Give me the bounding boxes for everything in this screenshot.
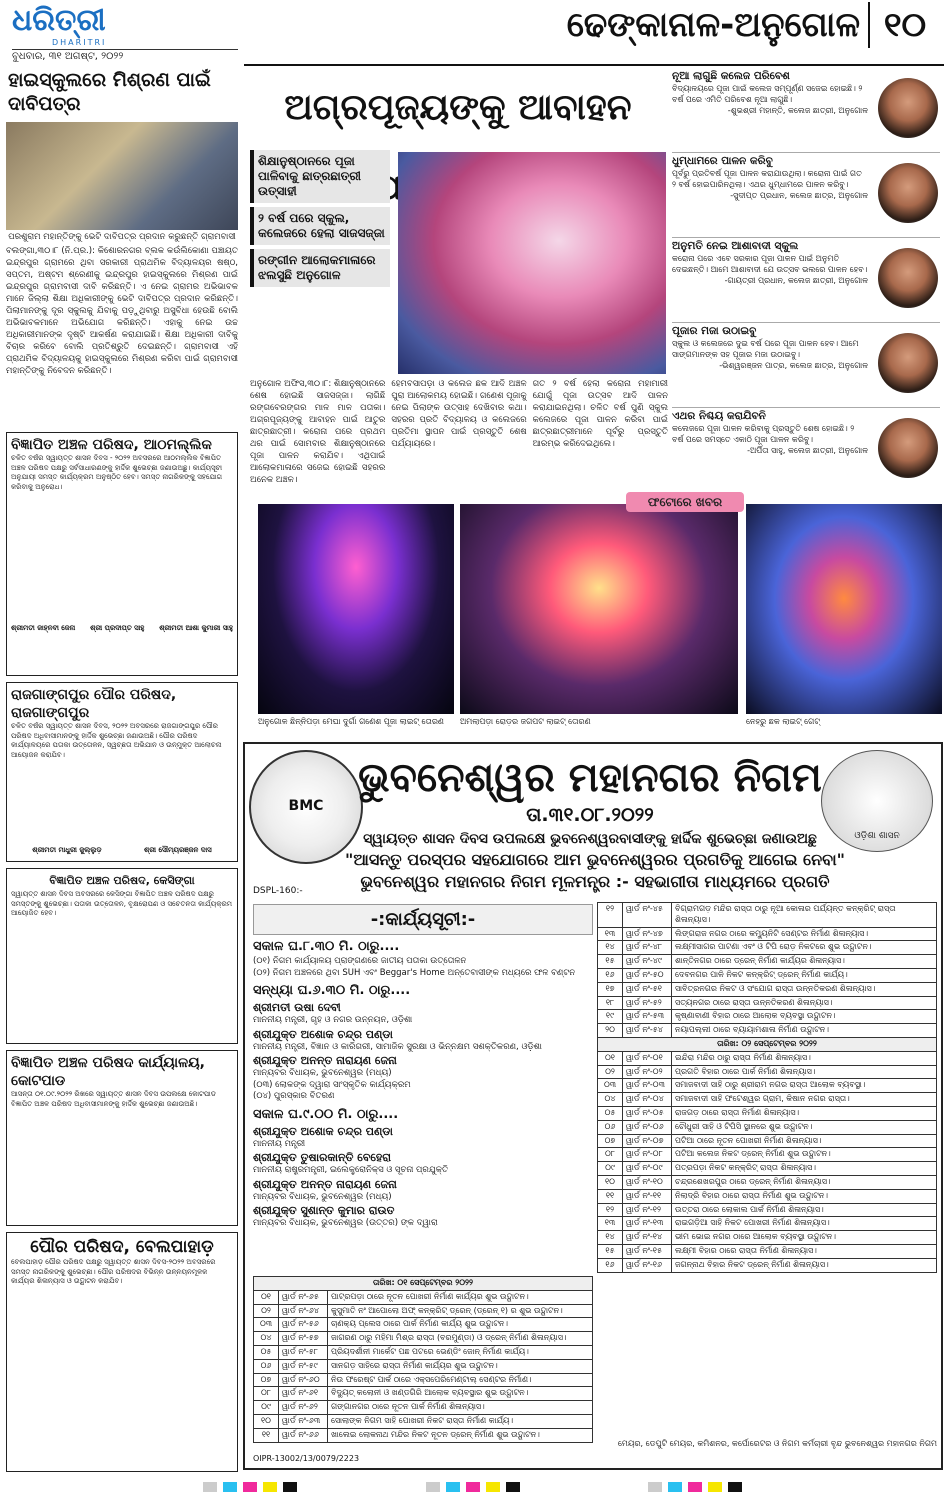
work-description: ଲିଙ୍ଗରାଜ ନଗର ଠାରେ କମ୍ୟୁନିଟି ସେଣ୍ଟର ନିର୍ମାଣ ଶିଳାନ୍ୟାସ।: [672, 927, 937, 941]
photo-caption: ଅନୁଗୋଳ ଛିନ୍ନିପଡ଼ା ମେଘା ଦୁର୍ଗା ଗଣେଶ ପୂଜା ଲାଇଟ୍ ତୋରଣ: [258, 717, 444, 726]
ward-number: ୱାର୍ଡ ନଂ-୧୧: [623, 1189, 672, 1203]
light-gate-photo-1: [258, 504, 454, 714]
testimonial-body: ବିଦ୍ୟାଳୟରେ ପୂଜା ପାଇଁ କଲେଜ ସମ୍ପୂର୍ଣ୍ଣ ସଜେଇ ହୋଇଛି। ୨ ବର୍ଷ ପରେ ଏମିତି ପରିବେଶ ନୂଆ ଲାଗୁଛି।: [672, 84, 863, 104]
ward-number: ୱାର୍ଡ ନଂ-୦୨: [623, 1065, 672, 1079]
guest-name: ଶ୍ରୀଯୁକ୍ତ ଅନନ୍ତ ନାରାୟଣ ଜେନା: [253, 1177, 397, 1191]
work-description: ପଟିଆ କଲେଜ ନିକଟ ଡ୍ରେନ୍ ନିର୍ମାଣ ଶୁଭ ଉଦ୍ଘାଟନ।: [672, 1148, 937, 1162]
guest-role: ମାନ୍ୟବର ବିଧାୟକ, ଭୁବନେଶ୍ୱର (ମଧ୍ୟ): [253, 1068, 392, 1078]
guest-role: ମାନନୀୟ ମନ୍ତ୍ରୀ, ବିଜ୍ଞାନ ଓ କାରିଗରୀ, ସାମାଜିକ ସୁରକ୍ଷା ଓ ଭିନ୍ନକ୍ଷମ ସଶକ୍ତିକରଣ, ଓଡ଼ିଶା: [253, 1041, 542, 1052]
bmc-greeting: ସ୍ୱାୟତ୍ତ ଶାସନ ଦିବସ ଉପଲକ୍ଷେ ଭୁବନେଶ୍ୱରବାସୀଙ୍କୁ ହାର୍ଦ୍ଦିକ ଶୁଭେଚ୍ଛା ଜଣାଉଅଛୁ: [363, 831, 817, 847]
work-description: ଶାନ୍ତିନଗର ଠାରେ ଡ୍ରେନ୍ ନିର୍ମାଣ କାର୍ଯ୍ୟର ଶିଳାନ୍ୟାସ।: [672, 955, 937, 969]
left-story-caption: ପରଶୁରାମ ମହାନ୍ତିଙ୍କୁ ଭେଟି ଦାବିପତ୍ର ପ୍ରଦାନ କରୁଛନ୍ତି ଗ୍ରାମବାସୀ: [8, 232, 236, 242]
row-number: ୧୫: [598, 955, 623, 969]
ward-number: ୱାର୍ଡ ନଂ-୫୮: [279, 1345, 328, 1359]
row-number: ୧୧: [598, 1189, 623, 1203]
testimonial-sign: -ଗାୟତ୍ରୀ ପ୍ରଧାନ, କଲେଜ ଛାତ୍ରୀ, ଅନୁଗୋଳ: [724, 276, 868, 285]
schedule-table-right: [597, 902, 937, 1273]
table-row: [254, 1304, 593, 1318]
table-row: [254, 1345, 593, 1359]
work-description: ଚାଣକ୍ୟ ପ୍ଲେସ ଠାରେ ପାର୍କ ନିର୍ମାଣ କାର୍ଯ୍ୟ ଶୁଭ ଉଦ୍ଘାଟନ।: [328, 1318, 593, 1332]
testimonial: [672, 155, 940, 238]
work-description: ଭୀମ ଭୋଇ ନଗର ଠାରେ ଆଲୋକ ବ୍ୟବସ୍ଥା ଉଦ୍ଘାଟନ।: [672, 1231, 937, 1245]
ward-number: ୱାର୍ଡ ନଂ-୦୯: [623, 1162, 672, 1176]
work-description: ସତ୍ୟନଗର ଠାରେ ରାସ୍ତା ଉନ୍ନତିକରଣ ଶିଳାନ୍ୟାସ।: [672, 996, 937, 1010]
ward-number: ୱାର୍ଡ ନଂ-୧୦: [623, 1175, 672, 1189]
guest-name: ଶ୍ରୀଯୁକ୍ତ ଅଶୋକ ଚନ୍ଦ୍ର ପଣ୍ଡା: [253, 1124, 393, 1138]
testimonial-body: କରୋନା ପରେ ଏବେ ସରକାର ପୂଜା ପାଳନ ପାଇଁ ଅନୁମତି ଦେଇଛନ୍ତି। ଆମେ ଆଶାବାଦୀ ଯେ ଉତ୍ସବ ଭଲରେ ପାଳନ ହେବ।: [672, 254, 868, 274]
table-row: [254, 1428, 593, 1442]
row-number: ୦୧: [598, 1051, 623, 1065]
row-number: ୧୪: [598, 1231, 623, 1245]
ward-number: ୱାର୍ଡ ନଂ-୦୪: [623, 1093, 672, 1107]
main-story-body: [250, 378, 668, 486]
avatar: [878, 248, 938, 308]
ward-number: ୱାର୍ଡ ନଂ-୪୯: [623, 955, 672, 969]
ward-number: ୱାର୍ଡ ନଂ-୫୯: [279, 1359, 328, 1373]
schedule-table-left: [253, 1276, 593, 1443]
main-story-col3: ଗତ ୨ ବର୍ଷ ହେଲା କରୋନା ମହାମାରୀ ଯୋଗୁଁ ପୂଜା ଉତ୍ସବ ଆଦି ପାଳନ କରାଯାଇନଥିଲା। ଚଳିତ ବର୍ଷ ପୁଣି ସ୍କୁଲ କଲେଜରେ ପୂଜା ପାଳନ କରିବା ପାଇଁ ଛାତ୍ରଛାତ୍ରୀମାନେ ପୂର୍ବରୁ ପ୍ରସ୍ତୁତି ଆରମ୍ଭ କରିଦେଇଥିଲେ।: [532, 379, 668, 449]
notice-rajgangpur: [6, 682, 238, 862]
light-gate-photo-3: [746, 504, 942, 714]
table-row: [598, 1189, 937, 1203]
work-description: ପ୍ରଗତି ବିହାର ଠାରେ ପାର୍କ ନିର୍ମାଣ ଶିଳାନ୍ୟାସ।: [672, 1065, 937, 1079]
ward-number: ୱାର୍ଡ ନଂ-୦୩: [623, 1079, 672, 1093]
table-row: [598, 1065, 937, 1079]
ward-number: ୱାର୍ଡ ନଂ-୧୩: [623, 1217, 672, 1231]
notice-athmallik-signatories: [11, 624, 233, 634]
photo-caption: ନେହରୁ ଛକ ଲାଇଟ୍ ଗେଟ୍: [746, 717, 820, 726]
table-row: [598, 1134, 937, 1148]
notice-belpahar-body: ବେଲପାହାଡ଼ ପୌର ପରିଷଦ ପକ୍ଷରୁ ସ୍ୱାୟତ୍ତ ଶାସନ ଦିବସ-୨୦୨୨ ଅବସରରେ ସମସ୍ତ ନାଗରିକଙ୍କୁ ଶୁଭେଚ୍ଛା। ପୌର ପରିଷଦର ବିଭିନ୍ନ ଉନ୍ନୟନମୂଳକ କାର୍ଯ୍ୟର ଶିଳାନ୍ୟାସ ଓ ଉଦ୍ଘାଟନ କରାଯିବ।: [11, 1258, 216, 1285]
ward-number: ୱାର୍ଡ ନଂ-୫୭: [279, 1332, 328, 1346]
row-number: ୦୭: [598, 1134, 623, 1148]
notice-belpahar-title: ପୌର ପରିଷଦ, ବେଲପାହାଡ଼: [30, 1237, 214, 1257]
notice-athmallik-body: ଚଳିତ ବର୍ଷର ସ୍ୱାୟତ୍ତ ଶାସନ ଦିବସ - ୨୦୨୨ ଅବସରରେ ଆଠମଲ୍ଲିକ ବିଜ୍ଞାପିତ ଅଞ୍ଚଳ ପରିଷଦ ପକ୍ଷରୁ ସର୍ବସାଧାରଣଙ୍କୁ ହାର୍ଦ୍ଦିକ ଶୁଭେଚ୍ଛା ଜଣାଉଅଛୁ। କାର୍ଯ୍ୟସୂଚୀ ଅନୁଯାୟୀ ସମସ୍ତ କାର୍ଯ୍ୟକ୍ରମ ଅନୁଷ୍ଠିତ ହେବ। ସମସ୍ତ ନାଗରିକଙ୍କୁ ସହଯୋଗ କରିବାକୁ ଅନୁରୋଧ।: [11, 454, 223, 491]
left-story-body: ବଲଙ୍ଗା,୩୦।୮ (ନି.ପ୍ର.): କିଶୋରନଗର ବ୍ଲକ କଉଁଲିକୋଣା ପଞ୍ଚାୟତ ଇନ୍ଦ୍ରପୁର ଗ୍ରାମରେ ଥିବା ସରକାରୀ ପ୍ରାଥମିକ ବିଦ୍ୟାଳୟର ଷଷ୍ଠ, ସପ୍ତମ, ଅଷ୍ଟମ ଶ୍ରେଣୀକୁ ଇନ୍ଦ୍ରପୁର ହାଇସ୍କୁଲରେ ମିଶ୍ରଣ ପାଇଁ ଇନ୍ଦ୍ରପୁର ଗ୍ରାମବାସୀ ଦାବି କରିଛନ୍ତି। ଏ ନେଇ ଗ୍ରାମର ଅଭିଭାବକ ମାନେ ଜିଲ୍ଲା ଶିକ୍ଷା ଅଧିକାରୀଙ୍କୁ ଭେଟି ଦାବିପତ୍ର ପ୍ରଦାନ କରିଛନ୍ତି। ପିଲାମାନଙ୍କୁ ଦୂର ସ୍କୁଲକୁ ଯିବାକୁ ପଡ଼ୁଥିବାରୁ ଅସୁବିଧା ହେଉଛି ବୋଲି ଅଭିଭାବକମାନେ ଅଭିଯୋଗ କରିଛନ୍ତି। ଏହାକୁ ନେଇ ଉଚ୍ଚ ଅଧିକାରୀମାନଙ୍କ ଦୃଷ୍ଟି ଆକର୍ଷଣ କରାଯାଇଛି। ଶିକ୍ଷା ଅଧିକାରୀ ଦାବିକୁ ବିଚାର କରିବେ ବୋଲି ପ୍ରତିଶ୍ରୁତି ଦେଇଛନ୍ତି। ଗ୍ରାମବାସୀ ଏହି ପ୍ରାଥମିକ ବିଦ୍ୟାଳୟକୁ ହାଇସ୍କୁଲରେ ମିଶ୍ରଣ କରିବା ପାଇଁ ଗ୍ରାମବାସୀ ମହାନ୍ତିଙ୍କୁ ନିବେଦନ କରିଛନ୍ତି।: [6, 246, 238, 376]
guest-name: ଶ୍ରୀଯୁକ୍ତ ସୁଶାନ୍ତ କୁମାର ରାଉତ: [253, 1204, 395, 1217]
row-number: ୦୮: [598, 1148, 623, 1162]
row-number: ୦୨: [254, 1304, 279, 1318]
work-description: ନିଉ ଫରେଷ୍ଟ ପାର୍କ ଠାରେ ଏକ୍ସପେରିମେଣ୍ଟାଲ୍ ସେଣ୍ଟର ନିର୍ମାଣ।: [328, 1373, 593, 1387]
work-description: ଖାଲେଇ ଲୋକନାଥ ମନ୍ଦିର ନିକଟ ନୂତନ ଡ୍ରେନ୍ ନିର୍ମାଣ ଶୁଭ ଉଦ୍ଘାଟନ।: [328, 1428, 593, 1442]
work-description: ରାଜଗଡ଼ ଠାରେ ରାସ୍ତା ନିର୍ମାଣ ଶିଳାନ୍ୟାସ।: [672, 1106, 937, 1120]
main-story-bullets: [250, 150, 390, 291]
bmc-advertisement: [243, 742, 943, 1470]
work-description: ସାବିତ୍ରନଗର ନିକଟ ଓ ସଂଯୋଗ ରାସ୍ତା ଉନ୍ନତିକରଣ ଶିଳାନ୍ୟାସ।: [672, 982, 937, 996]
work-description: ଉତ୍ତରା ଠାରେ ଲୋକାଲ ପାର୍କ ନିର୍ମାଣ ଶିଳାନ୍ୟାସ।: [672, 1203, 937, 1217]
ward-number: ୱାର୍ଡ ନଂ-୫୩: [623, 1010, 672, 1024]
ward-number: ୱାର୍ଡ ନଂ-୦୧: [623, 1051, 672, 1065]
programme-heading: -:କାର୍ଯ୍ୟସୂଚୀ:-: [253, 904, 593, 935]
table-row: [598, 1106, 937, 1120]
edition-date: ବୁଧବାର, ୩୧ ଅଗଷ୍ଟ, ୨୦୨୨: [12, 49, 238, 63]
work-description: ଚନ୍ଦ୍ରଶେଖରପୁର ଠାରେ ଡ୍ରେନ୍ ନିର୍ମାଣ ଶିଳାନ୍ୟାସ।: [672, 1175, 937, 1189]
testimonial-body: କଲେଜରେ ପୂଜା ପାଳନ କରିବାକୁ ପ୍ରସ୍ତୁତି ଶେଷ ହୋଇଛି। ୨ ବର୍ଷ ପରେ ସମସ୍ତେ ଏକାଠି ପୂଜା ପାଳନ କରିବୁ।: [672, 424, 855, 444]
table-row: [598, 903, 937, 928]
table-row: [598, 1010, 937, 1024]
notice-belpahar: [6, 1232, 238, 1472]
table-date-header: ତାରିଖ: ୦୨ ସେପ୍ଟେମ୍ବର ୨୦୨୨: [598, 1037, 937, 1051]
session-time: ସନ୍ଧ୍ୟା ଘ.୬.୩୦ ମି. ଠାରୁ....: [253, 983, 411, 998]
guest-role: ମାନନୀୟ ମନ୍ତ୍ରୀ, ଗୃହ ଓ ନଗର ଉନ୍ନୟନ, ଓଡ଼ିଶା: [253, 1015, 413, 1025]
notice-kotpad-body: ଆସନ୍ତା ୦୧.୦୯.୨୦୨୨ ରିଖରେ ସ୍ୱାୟତ୍ତ ଶାସନ ଦିବସ ଉପଲକ୍ଷେ କୋଟପାଡ ବିଜ୍ଞାପିତ ଅଞ୍ଚଳ ପରିଷଦ ଅଧିବାସୀମାନଙ୍କୁ ହାର୍ଦ୍ଦିକ ଶୁଭେଚ୍ଛା ଜଣାଉଅଛି।: [11, 1090, 216, 1108]
work-description: ବିଗ୍ରାମଗଡ଼ ମନ୍ଦିର ରାସ୍ତା ଠାରୁ ନୂଆ କୋଳାର ପର୍ଯ୍ୟନ୍ତ କନ୍‌କ୍ରିଟ୍ ରାସ୍ତା ଶିଳାନ୍ୟାସ।: [672, 903, 937, 928]
table-row: [254, 1414, 593, 1428]
row-number: ୦୧: [254, 1290, 279, 1304]
work-description: ଲକ୍ଷ୍ମୀସାଗର ପାଟଣା ଏବଂ ଓ ଟିପି ରୋଡ଼ ନିକଟରେ ଶୁଭ ଉଦ୍ଘାଟନ।: [672, 941, 937, 955]
testimonial: [672, 70, 940, 153]
row-number: ୨୦: [598, 1024, 623, 1038]
page-header: [560, 2, 940, 48]
header-rule: [244, 64, 944, 66]
avatar: [878, 418, 938, 478]
notice-athmallik-title: ବିଜ୍ଞାପିତ ଅଞ୍ଚଳ ପରିଷଦ, ଆଠମଲ୍ଲିକ: [11, 437, 212, 453]
main-bullet: ୨ ବର୍ଷ ପରେ ସ୍କୁଲ, କଲେଜରେ ହେଲା ସାଜସଜ୍ଜା: [250, 207, 390, 245]
work-description: ଗଙ୍ଗାନଗର ଠାରେ ନୂତନ ପାର୍କ ନିର୍ମାଣ ଶିଳାନ୍ୟାସ।: [328, 1401, 593, 1415]
row-number: ୧୧: [254, 1428, 279, 1442]
guest-name: ଶ୍ରୀଯୁକ୍ତ ଅନନ୍ତ ନାରାୟଣ ଜେନା: [253, 1054, 397, 1067]
table-row: [598, 1148, 937, 1162]
testimonial-title: ନୂଆ ଲାଗୁଛି କଲେଜ ପରିବେଶ: [672, 70, 790, 82]
work-description: ପ୍ରିୟଦର୍ଶୀନୀ ମାର୍କେଟ ପଛ ପଟରେ ଭେଣ୍ଡିଂ ଜୋନ୍ ନିର୍ମାଣ କାର୍ଯ୍ୟ।: [328, 1345, 593, 1359]
ward-number: ୱାର୍ଡ ନଂ-୦୭: [623, 1134, 672, 1148]
signatory: ଶ୍ରୀ ପ୍ରଦୀପ୍ତ ସାହୁ: [90, 624, 145, 632]
testimonial-body: ପୂର୍ବରୁ ପ୍ରତିବର୍ଷ ପୂଜା ପାଳନ କରାଯାଉଥିଲା। କରୋନା ପାଇଁ ଗତ ୨ ବର୍ଷ ହୋଇପାରିନଥିଲା। ଏଥର ଧୁମ୍ଧାମରେ ପାଳନ କରିବୁ।: [672, 169, 862, 189]
ward-number: ୱାର୍ଡ ନଂ-୫୬: [279, 1318, 328, 1332]
signatory: ଶ୍ରୀମତୀ ମାଧୁରୀ ଜୁଲ୍ଲୁଡ଼: [32, 846, 102, 854]
table-row: [254, 1373, 593, 1387]
ward-number: ୱାର୍ଡ ନଂ-୧୪: [623, 1231, 672, 1245]
testimonial-title: ପୂଜାର ମଜା ଉଠାଇବୁ: [672, 325, 757, 337]
work-description: ନୟାପଲ୍ଲୀ ଠାରେ ବ୍ୟାୟାମଶାଳା ନିର୍ମାଣ ଉଦ୍ଘାଟନ।: [672, 1024, 937, 1038]
emblem-text: ଓଡ଼ିଶା ଶାସନ: [854, 831, 900, 841]
work-description: ପତ୍ରପଡ଼ା ନିକଟ କନ୍‌କ୍ରିଟ୍ ରାସ୍ତା ଶିଳାନ୍ୟାସ।: [672, 1162, 937, 1176]
bmc-quote: "ଆସନ୍ତୁ ପରସ୍ପର ସହଯୋଗରେ ଆମ ଭୁବନେଶ୍ୱରର ପ୍ରଗତିକୁ ଆଗେଇ ନେବା": [345, 850, 845, 869]
ward-number: ୱାର୍ଡ ନଂ-୬୧: [279, 1387, 328, 1401]
row-number: ୦୨: [598, 1065, 623, 1079]
row-number: ୦୩: [254, 1318, 279, 1332]
signatory: ଶ୍ରୀ ସୌମ୍ୟରଞ୍ଜନ ଦାସ: [144, 846, 212, 854]
odisha-emblem-icon: [821, 750, 933, 852]
table-row: [598, 1024, 937, 1038]
print-registration-marks: [0, 1478, 945, 1498]
work-description: ସମାଜବାଦୀ ସାହି ଫଟେଶ୍ୱର ଗ୍ରାମ, କିଷାନ ନଗର ରାସ୍ତା।: [672, 1093, 937, 1107]
work-description: ଜାଗରଣ ଠାରୁ ମହିମା ମିଶ୍ର ରାସ୍ତା (ବରମୁଣ୍ଡା) ଓ ଡ୍ରେନ୍ ନିର୍ମାଣ ଶିଳାନ୍ୟାସ।: [328, 1332, 593, 1346]
programme: [253, 904, 593, 1230]
row-number: ୧୨: [598, 1203, 623, 1217]
bmc-title: ଭୁବନେଶ୍ୱର ମହାନଗର ନିଗମ: [358, 755, 822, 801]
ward-number: ୱାର୍ଡ ନଂ-୬୪: [279, 1304, 328, 1318]
ward-number: ୱାର୍ଡ ନଂ-୬୬: [279, 1428, 328, 1442]
table-row: [598, 1037, 937, 1051]
main-story-col2: ହେମବସାପଡ଼ା ଓ କଲେଜ ଛକ ଆଦି ଅଞ୍ଚଳ ପୁରା ଆଲୋକମୟ ହୋଇଛି। ଗଣେଶ ପୂଜାକୁ ନେଇ ପିଲାଙ୍କ ଉତ୍ସାହ ଦେଖିବାର କଥା। ସହରର ପ୍ରତି ବିଦ୍ୟାଳୟ ଓ କଲେଜରେ ପ୍ରତିମା ସ୍ଥାପନ ପାଇଁ ପ୍ରସ୍ତୁତି ଶେଷ ପର୍ଯ୍ୟାୟରେ।: [391, 379, 527, 449]
row-number: ୦୫: [254, 1345, 279, 1359]
signatory: ଶ୍ରୀମତୀ ଆଶା କୁମାରୀ ସାହୁ: [159, 624, 233, 632]
testimonial-sign: -ଅର୍ପିତା ସାହୁ, କଲେଜ ଛାତ୍ରୀ, ଅନୁଗୋଳ: [747, 446, 868, 455]
ward-number: ୱାର୍ଡ ନଂ-୬୩: [279, 1414, 328, 1428]
ward-number: ୱାର୍ଡ ନଂ-୫୨: [623, 996, 672, 1010]
bmc-seal-text: BMC: [288, 798, 324, 814]
ward-number: ୱାର୍ଡ ନଂ-୧୨: [623, 1203, 672, 1217]
work-description: ଚୌଧୁରୀ ସାହି ଓ ଟିପିସି ସ୍ଥାନରେ ଶୁଭ ଉଦ୍ଘାଟନ।: [672, 1120, 937, 1134]
row-number: ୦୬: [254, 1359, 279, 1373]
notice-kotpad: [6, 1050, 238, 1226]
testimonial-title: ଧୁମ୍ଧାମରେ ପାଳନ କରିବୁ: [672, 155, 773, 167]
page-number: ୧୦: [868, 2, 940, 48]
row-number: ୧୦: [254, 1414, 279, 1428]
ward-number: ୱାର୍ଡ ନଂ-୬୨: [279, 1401, 328, 1415]
guest-role: ମାନନୀୟ ମନ୍ତ୍ରୀ: [253, 1138, 306, 1149]
signatory: ଶ୍ରୀମତୀ ଜାହ୍ନବୀ ଜେନା: [11, 624, 76, 632]
table-row: [254, 1318, 593, 1332]
masthead-logo: [12, 4, 132, 48]
row-number: ୧୩: [598, 1217, 623, 1231]
session-time: ସକାଳ ଘ.୮.୩୦ ମି. ଠାରୁ....: [253, 939, 400, 954]
testimonial: [672, 410, 940, 492]
table-row: [598, 1120, 937, 1134]
work-description: ସମାଜବାଦୀ ସାହି ଠାରୁ ଶ୍ରୀରାମ ନଗର ରାସ୍ତା ଆଲୋକ ବ୍ୟବସ୍ଥା।: [672, 1079, 937, 1093]
main-story-col1: ଅନୁଗୋଳ ଅଫିସ,୩୦।୮: ଶିକ୍ଷାନୁଷ୍ଠାନରେ ଶେଷ ହୋଇଛି ସାଜସଜ୍ଜା। ଲାଗିଛି ରଙ୍ଗବେରଙ୍ଗର ମାଳ ମାଳ ପତାକା। ଅଗ୍ରପୂଜ୍ୟଙ୍କୁ ଆବାହନ ପାଇଁ ଆତୁର ଛାତ୍ରଛାତ୍ରୀ। କରୋନା ପରେ ପ୍ରଥମ ଥର ପାଇଁ ସୋମବାର ଶିକ୍ଷାନୁଷ୍ଠାନରେ ପୂଜା ପାଳନ କରାଯିବ। ଏଥିପାଇଁ ଆଲୋକମାଳାରେ ସଜେଇ ହୋଇଛି ସହରର ଅନେକ ଅଞ୍ଚଳ।: [250, 379, 386, 485]
notice-rajgangpur-signatories: [11, 846, 233, 856]
notice-kesinga-body: ସ୍ୱାୟତ୍ତ ଶାସନ ଦିବସ ଅବସରରେ କେସିଙ୍ଗା ବିଜ୍ଞାପିତ ଅଞ୍ଚଳ ପରିଷଦ ପକ୍ଷରୁ ସମସ୍ତଙ୍କୁ ଶୁଭେଚ୍ଛା। ପତାକା ଉତ୍ତୋଳନ, ବୃକ୍ଷରୋପଣ ଓ ସଚେତନତା କାର୍ଯ୍ୟକ୍ରମ ଆୟୋଜିତ ହେବ।: [11, 890, 233, 917]
table-row: [598, 927, 937, 941]
row-number: ୧୨: [598, 903, 623, 928]
guest-name: ଶ୍ରୀମତୀ ଉଷା ଦେବୀ: [253, 1001, 341, 1014]
table-row: [598, 982, 937, 996]
row-number: ୦୩: [598, 1079, 623, 1093]
testimonial-sign: -ଭିଶ୍ୱରଞ୍ଜନ ପାତ୍ର, କଲେଜ ଛାତ୍ର, ଅନୁଗୋଳ: [719, 361, 868, 370]
table-row: [598, 1051, 937, 1065]
work-description: ନିଲାଦ୍ରି ବିହାର ଠାରେ ରାସ୍ତା ନିର୍ମାଣ ଶୁଭ ଉଦ୍ଘାଟନ।: [672, 1189, 937, 1203]
schedule-table: [597, 902, 937, 1273]
notice-rajgangpur-body: ଚଳିତ ବର୍ଷର ସ୍ୱାୟତ୍ତ ଶାସନ ଦିବସ, ୨୦୨୨ ଅବସରରେ ରାଜଗାଙ୍ଗପୁର ପୌର ପରିଷଦ ଅଧିବାସୀମାନଙ୍କୁ ହାର୍ଦ୍ଦିକ ଶୁଭେଚ୍ଛା ଜଣାଉଅଛି। ପୌର ପରିଷଦ କାର୍ଯ୍ୟାଳୟରେ ପତାକା ଉତ୍ତୋଳନ, ସ୍ୱଚ୍ଛତା ଅଭିଯାନ ଓ ଉନ୍ମୁକ୍ତ ଆଲୋଚନା ଆୟୋଜନ କରାଯିବ।: [11, 722, 222, 759]
ganesh-idol-photo: [398, 152, 666, 374]
work-description: ବିଦ୍ୟୁତ୍ କଲୋନୀ ଓ ଖଣ୍ଡଗିରି ଆଲୋକ ବ୍ୟବସ୍ଥାର ଶୁଭ ଉଦ୍ଘାଟନ।: [328, 1387, 593, 1401]
row-number: ୧୩: [598, 927, 623, 941]
row-number: ୦୮: [254, 1387, 279, 1401]
photo-caption: ଅମଲାପଡ଼ା ରୋଡ଼ର ଜଗପଟ ଲାଇଟ୍ ତୋରଣ: [460, 717, 591, 726]
table-row: [598, 1079, 937, 1093]
dspl-code: DSPL-160:-: [253, 886, 303, 896]
testimonial-sign: -ସୁଦୀପ୍ତ ପ୍ରଧାନ, କଲେଜ ଛାତ୍ର, ଅନୁଗୋଳ: [730, 191, 868, 200]
table-row: [598, 955, 937, 969]
ward-number: ୱାର୍ଡ ନଂ-୧୬: [623, 1258, 672, 1272]
testimonial: [672, 240, 940, 323]
ward-number: ୱାର୍ଡ ନଂ-୧୫: [623, 1244, 672, 1258]
paper-name: ଧରିତ୍ରୀ: [12, 3, 106, 38]
guest-role: ମାନନୀୟ ରାଷ୍ଟ୍ରମନ୍ତ୍ରୀ, ଇଲେକ୍ଟ୍ରୋନିକ୍ସ ଓ ସୂଚନା ପ୍ରଯୁକ୍ତି: [253, 1165, 449, 1175]
testimonial-sign: -ଶୁଭଶ୍ରୀ ମହାନ୍ତି, କଲେଜ ଛାତ୍ରୀ, ଅନୁଗୋଳ: [727, 106, 868, 115]
table-row: [598, 1175, 937, 1189]
avatar: [878, 78, 938, 138]
table-row: [598, 1162, 937, 1176]
ward-number: ୱାର୍ଡ ନଂ-୬୫: [279, 1290, 328, 1304]
table-row: [254, 1387, 593, 1401]
left-story: [6, 66, 238, 437]
ward-number: ୱାର୍ଡ ନଂ-୪୫: [623, 903, 672, 928]
row-number: ୦୫: [598, 1106, 623, 1120]
row-number: ୧୦: [598, 1175, 623, 1189]
table-row: [598, 1093, 937, 1107]
guest-role: ମାନ୍ୟବର ବିଧାୟକ, ଭୁବନେଶ୍ୱର (ମଧ୍ୟ): [253, 1191, 392, 1202]
work-description: ସାନଗଡ଼ ସାହିରେ ରାସ୍ତା ନିର୍ମାଣ କାର୍ଯ୍ୟର ଶୁଭ ଉଦ୍ଘାଟନ।: [328, 1359, 593, 1373]
row-number: ୧୭: [598, 982, 623, 996]
photo-news-strip: [254, 492, 944, 740]
table-row: [598, 996, 937, 1010]
notice-kotpad-title: ବିଜ୍ଞାପିତ ଅଞ୍ଚଳ ପରିଷଦ କାର୍ଯ୍ୟାଳୟ, କୋଟପାଡ: [11, 1055, 206, 1089]
bmc-signoff: ମେୟର, ଡେପୁଟି ମେୟର, କମିଶନର, କର୍ପୋରେଟର ଓ ନିଗମ କର୍ମଚାରୀ ବୃନ୍ଦ ଭୁବନେଶ୍ୱର ମହାନଗର ନିଗମ: [617, 1439, 937, 1448]
work-description: ଲକ୍ଷ୍ମୀ ବିହାର ଠାରେ ରାସ୍ତା ନିର୍ମାଣ ଶିଳାନ୍ୟାସ।: [672, 1244, 937, 1258]
work-description: ଜଗନ୍ନାଥ ବିହାର ନିକଟ ଡ୍ରେନ୍ ନିର୍ମାଣ ଶିଳାନ୍ୟାସ।: [672, 1258, 937, 1272]
oipr-code: OIPR-13002/13/0079/2223: [253, 1454, 360, 1463]
ward-number: ୱାର୍ଡ ନଂ-୫୧: [623, 982, 672, 996]
table-row: [254, 1401, 593, 1415]
light-gate-photo-2: [460, 504, 738, 714]
table-date-header: ତାରିଖ: ୦୧ ସେପ୍ଟେମ୍ବର ୨୦୨୨: [254, 1277, 593, 1291]
ward-number: ୱାର୍ଡ ନଂ-୬୦: [279, 1373, 328, 1387]
table-row: [254, 1359, 593, 1373]
testimonial-title: ଅନୁମତି ନେଇ ଆଶାବାଦୀ ସ୍କୁଲ: [672, 240, 799, 252]
bmc-motto: ଭୁବନେଶ୍ୱର ମହାନଗର ନିଗମ ମୂଳମନ୍ତ୍ର :- ସହଭାଗୀତା ମାଧ୍ୟମରେ ପ୍ରଗତି: [360, 872, 830, 891]
work-description: ପଟିଆ ଠାରେ ନୂତନ ପୋଖରୀ ନିର୍ମାଣ ଶିଳାନ୍ୟାସ।: [672, 1134, 937, 1148]
work-description: କୁସୁମାତି ନଂ ଆପୋଲୋ ଅଫ୍ କନ୍‌କ୍ରିଟ୍ ଡ୍ରେନ୍ (ଡ୍ରେନ୍ ୧) ର ଶୁଭ ଉଦ୍ଘାଟନ।: [328, 1304, 593, 1318]
bmc-date: ତା.୩୧.୦୮.୨୦୨୨: [526, 804, 654, 826]
table-row: [598, 1258, 937, 1272]
paper-name-en: DHARITRI: [52, 38, 107, 47]
programme-item: (୦୧) ନିଗମ କାର୍ଯ୍ୟାଳୟ ପ୍ରାଙ୍ଗଣରେ ଜାତୀୟ ପତାକା ଉତ୍ତୋଳନ: [253, 956, 467, 966]
region-title: ଢେଙ୍କାନାଳ-ଅନୁଗୋଳ: [566, 5, 860, 45]
table-row: [598, 1231, 937, 1245]
programme-item: (୦୪) ପୁରସ୍କାର ବିତରଣ: [253, 1091, 335, 1101]
ward-number: ୱାର୍ଡ ନଂ-୦୮: [623, 1148, 672, 1162]
left-story-photo: [6, 122, 238, 230]
notice-kesinga-title: ବିଜ୍ଞାପିତ ଅଞ୍ଚଳ ପରିଷଦ, କେସିଙ୍ଗା: [49, 874, 195, 887]
avatar: [878, 333, 938, 393]
ward-number: ୱାର୍ଡ ନଂ-୦୬: [623, 1120, 672, 1134]
work-description: ପାଟ୍ରପଡ଼ା ଠାରେ ନୂତନ ପୋଖରୀ ନିର୍ମାଣ କାର୍ଯ୍ୟର ଶୁଭ ଉଦ୍ଘାଟନ।: [328, 1290, 593, 1304]
guest-name: ଶ୍ରୀଯୁକ୍ତ ତୁଷାରକାନ୍ତି ବେହେରା: [253, 1151, 391, 1164]
notice-kesinga: [6, 868, 238, 1044]
row-number: ୧୮: [598, 996, 623, 1010]
work-description: ଦେବନଗର ପାଳି ନିକଟ କନ୍‌କ୍ରିଟ୍ ଡ୍ରେନ୍ ନିର୍ମାଣ କାର୍ଯ୍ୟ।: [672, 968, 937, 982]
schedule-table: [253, 1276, 593, 1443]
ward-number: ୱାର୍ଡ ନଂ-୪୭: [623, 927, 672, 941]
avatar: [878, 163, 938, 223]
guest-name: ଶ୍ରୀଯୁକ୍ତ ଅଶୋକ ଚନ୍ଦ୍ର ପଣ୍ଡା: [253, 1027, 393, 1041]
row-number: ୧୪: [598, 941, 623, 955]
row-number: ୦୬: [598, 1120, 623, 1134]
ward-number: ୱାର୍ଡ ନଂ-୪୮: [623, 941, 672, 955]
row-number: ୦୭: [254, 1373, 279, 1387]
notice-athmallik: [6, 432, 238, 676]
testimonial: [672, 325, 940, 408]
photo-news-tab: ଫଟୋରେ ଖବର: [626, 492, 744, 512]
testimonial-title: ଏଥର ନିଶ୍ଚୟ କରାଯିବନି: [672, 410, 766, 422]
table-row: [254, 1332, 593, 1346]
row-number: ୦୯: [598, 1162, 623, 1176]
guest-role: ମାନ୍ୟବର ବିଧାୟକ, ଭୁବନେଶ୍ୱର (ଉତ୍ତର) ଙ୍କ ଦ୍ୱାରା: [253, 1218, 438, 1228]
work-description: ଇନ୍ଦିରା ମନ୍ଦିର ଠାରୁ ରାସ୍ତା ନିର୍ମାଣ ଶିଳାନ୍ୟାସ।: [672, 1051, 937, 1065]
testimonial-body: ସ୍କୁଲ ଓ କଲେଜରେ ଦୁଇ ବର୍ଷ ପରେ ପୂଜା ପାଳନ ହେବ। ଆମେ ସାଙ୍ଗମାନଙ୍କ ସହ ପୂଜାର ମଜା ଉଠାଇବୁ।: [672, 339, 859, 359]
table-row: [598, 1203, 937, 1217]
row-number: ୦୪: [254, 1332, 279, 1346]
row-number: ୧୯: [598, 1010, 623, 1024]
session-time: ସକାଳ ଘ.୯.୦୦ ମି. ଠାରୁ....: [253, 1106, 399, 1122]
row-number: ୧୬: [598, 968, 623, 982]
main-bullet: ରଙ୍ଗୀନ ଆଲୋକମାଳାରେ ଝଲସୁଛି ଅନୁଗୋଳ: [250, 249, 390, 287]
table-row: [598, 941, 937, 955]
notice-rajgangpur-title: ରାଜଗାଙ୍ଗପୁର ପୌର ପରିଷଦ, ରାଜଗାଙ୍ଗପୁର: [11, 687, 177, 721]
testimonials: [672, 70, 940, 494]
row-number: ୧୫: [598, 1244, 623, 1258]
work-description: କୃଷ୍ଣାବାଣୀ ବିହାର ଠାରେ ଆଲୋକ ବ୍ୟବସ୍ଥା ଉଦ୍ଘାଟନ।: [672, 1010, 937, 1024]
work-description: ରାଇଗଡ଼ିଆ ସାହି ନିକଟ ପୋଖରୀ ନିର୍ମାଣ ଶିଳାନ୍ୟାସ।: [672, 1217, 937, 1231]
work-description: ସୋଲାଙ୍କ ନିଗମ ସାହି ପୋଖରୀ ନିକଟ ରାସ୍ତା ନିର୍ମାଣ କାର୍ଯ୍ୟ।: [328, 1414, 593, 1428]
main-bullet: ଶିକ୍ଷାନୁଷ୍ଠାନରେ ପୂଜା ପାଳିବାକୁ ଛାତ୍ରଛାତ୍ରୀ ଉତ୍ସାହୀ: [250, 150, 390, 203]
table-row: [598, 1244, 937, 1258]
row-number: ୦୪: [598, 1093, 623, 1107]
ward-number: ୱାର୍ଡ ନଂ-୦୫: [623, 1106, 672, 1120]
row-number: ୦୯: [254, 1401, 279, 1415]
programme-item: (୦୩) ଲୋକଙ୍କ ଦ୍ୱାରା ସାଂସ୍କୃତିକ କାର୍ଯ୍ୟକ୍ରମ: [253, 1079, 411, 1090]
left-story-headline: ହାଇସ୍କୁଲରେ ମିଶ୍ରଣ ପାଇଁ ଦାବିପତ୍ର: [8, 69, 211, 115]
main-headline: ଅଗ୍ରପୂଜ୍ୟଙ୍କୁ ଆବାହନ: [284, 87, 632, 128]
table-row: [598, 968, 937, 982]
programme-item: (୦୨) ନିଗମ ଅଞ୍ଚଳରେ ଥିବା SUH ଏବଂ Beggar's Home ଅନ୍ତେବାସୀଙ୍କ ମଧ୍ୟରେ ଫଳ ବଣ୍ଟନ: [253, 967, 576, 978]
row-number: ୧୬: [598, 1258, 623, 1272]
ward-number: ୱାର୍ଡ ନଂ-୫୪: [623, 1024, 672, 1038]
table-row: [598, 1217, 937, 1231]
ward-number: ୱାର୍ଡ ନଂ-୫୦: [623, 968, 672, 982]
table-row: [254, 1290, 593, 1304]
